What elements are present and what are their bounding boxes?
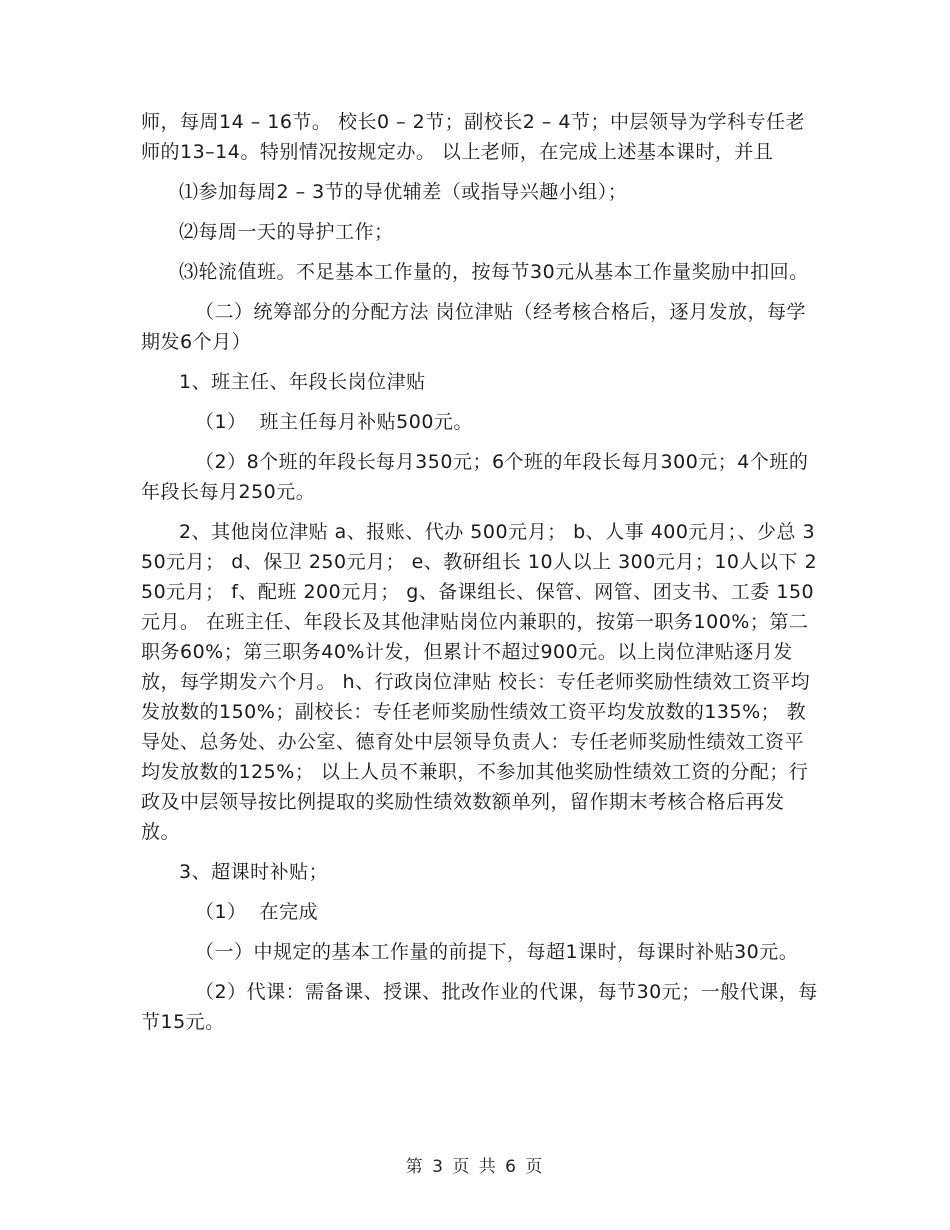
paragraph-grade-leader-subsidy: （2）8个班的年段长每月350元；6个班的年段长每月300元；4个班的年段长每月250元。 (141, 451, 809, 503)
paragraph-other-allowances: 2、其他岗位津贴 a、报账、代办 500元月； b、人事 400元月；、少总 350元月； d、保卫 250元月； e、教研组长 10人以上 300元月；10人以下 250元月； f、配班 200元月； g、备课组长、保管、网管、团支书、工委 150元月。 在班主任、年段长及其他津贴岗位内兼职的，按第一职务100%；第二职务60%；第三职务40%计发，但累计不超过900元。以上岗位津贴逐月发放，每学期发六个月。 h、行政岗位津贴 校长：专任老师奖励性绩效工资平均发放数的150%；副校长：专任老师奖励性绩效工资平均发放数的135%； 教导处、总务处、办公室、德育处中层领导负责人：专任老师奖励性绩效工资平均发放数的125%； 以上人员不兼职，不参加其他奖励性绩效工资的分配；行政及中层领导按比例提取的奖励性绩效数额单列，留作期末考核合格后再发放。 (141, 521, 818, 843)
paragraph-overtime-item-1: （1） 在完成 (195, 901, 319, 923)
paragraph-item-2: ⑵每周一天的导护工作； (179, 221, 394, 243)
subheading-overtime-subsidy: 3、超课时补贴； (179, 861, 329, 883)
section-heading-overall-allocation: （二）统筹部分的分配方法 岗位津贴（经考核合格后，逐月发放，每学期发6个月） (141, 301, 807, 353)
page-number-footer: 第 3 页 共 6 页 (405, 1157, 545, 1177)
paragraph-workload-continued: 师，每周14 – 16节。 校长0 – 2节；副校长2 – 4节；中层领导为学科专任老师的13–14。特别情况按规定办。 以上老师，在完成上述基本课时，并且 (141, 111, 805, 163)
subheading-class-teacher-allowance: 1、班主任、年段长岗位津贴 (179, 371, 426, 393)
paragraph-overtime-rule: （一）中规定的基本工作量的前提下，每超1课时，每课时补贴30元。 (195, 941, 799, 963)
paragraph-class-teacher-subsidy: （1） 班主任每月补贴500元。 (195, 411, 473, 433)
document-body (141, 107, 821, 1047)
paragraph-item-1: ⑴参加每周2 – 3节的导优辅差（或指导兴趣小组）； (179, 181, 628, 203)
paragraph-item-3: ⑶轮流值班。不足基本工作量的，按每节30元从基本工作量奖励中扣回。 (179, 261, 809, 283)
paragraph-substitute-teaching: （2）代课：需备课、授课、批改作业的代课，每节30元；一般代课，每节15元。 (141, 981, 818, 1033)
